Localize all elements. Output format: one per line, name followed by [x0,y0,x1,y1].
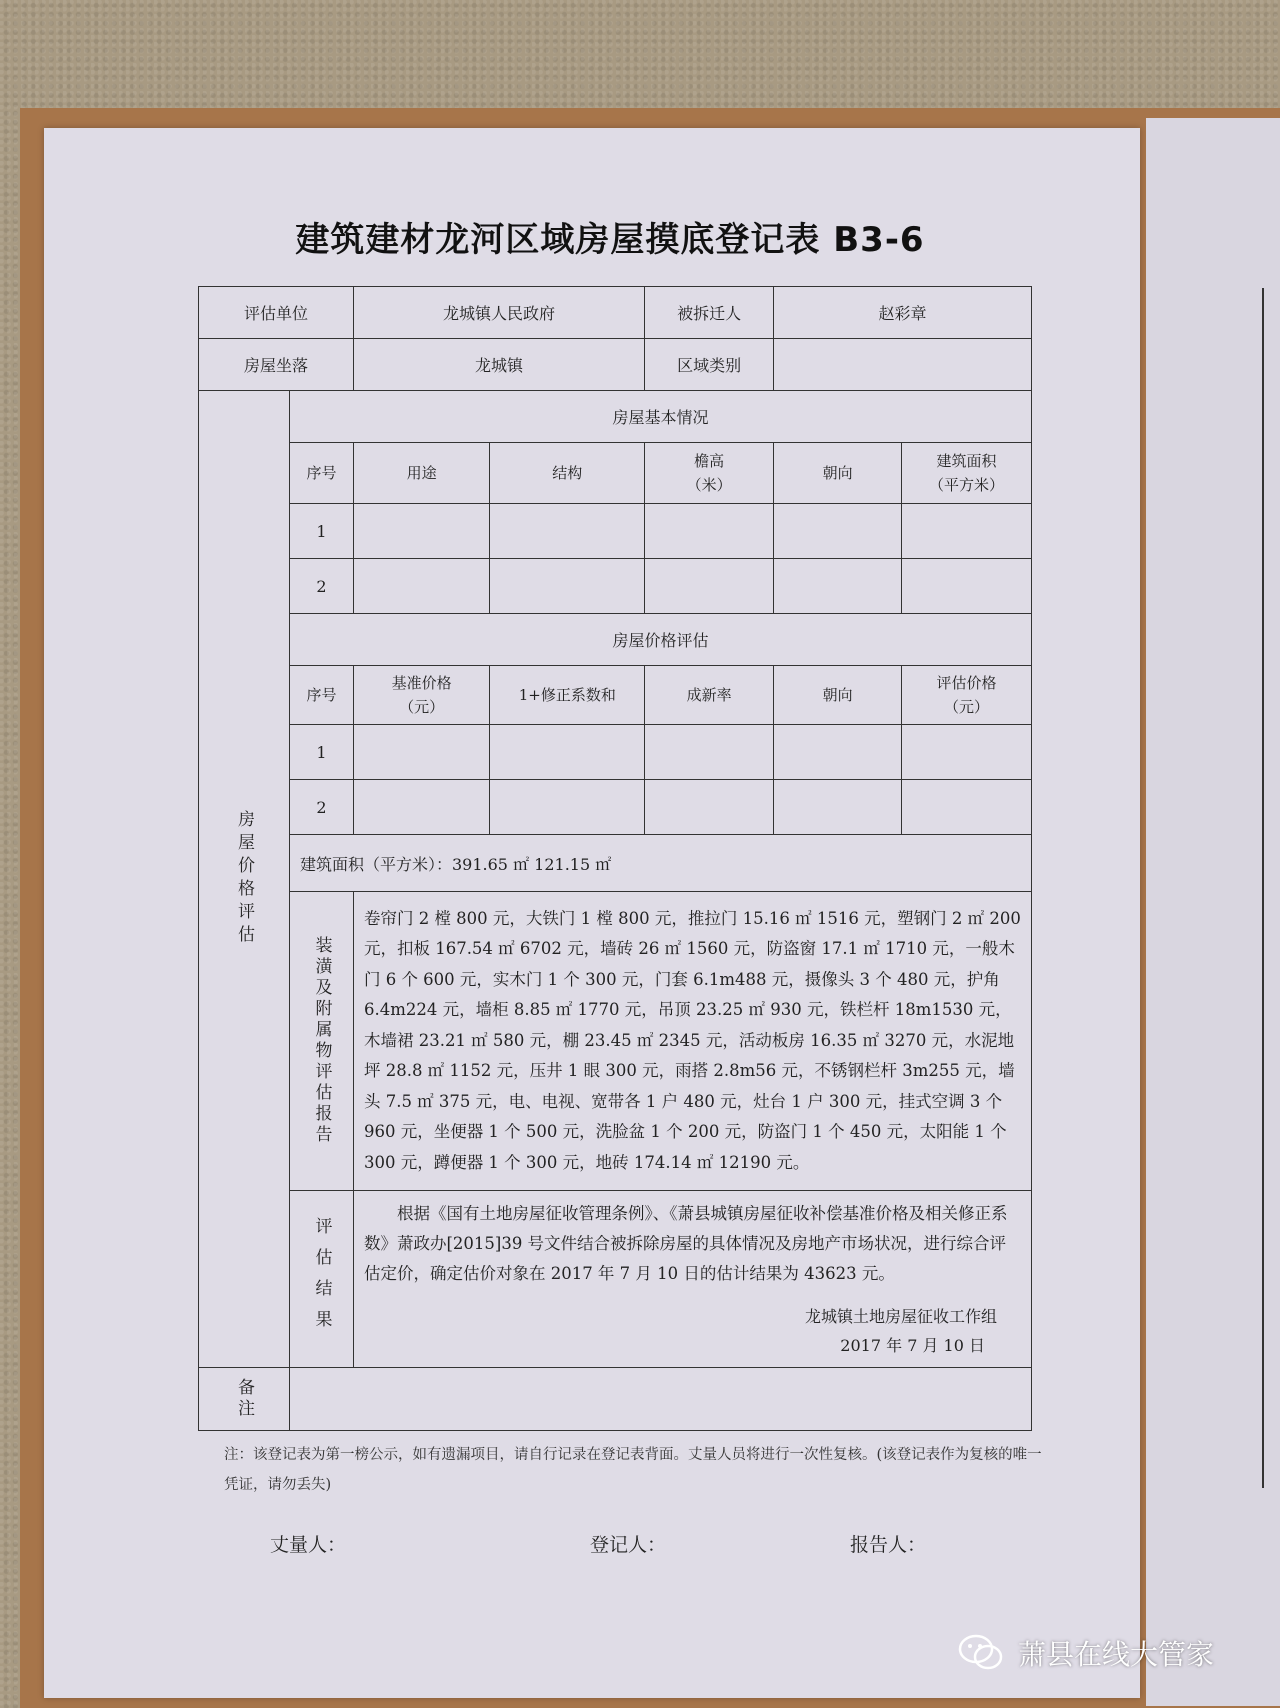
price-row-1 [199,725,1032,780]
basic-col-structure: 结构 [490,443,645,504]
result-cell [353,1191,1031,1368]
wechat-icon [958,1633,1004,1673]
price-col-base: 基准价格 （元） [353,666,489,725]
result-date: 2017 年 7 月 10 日 [840,1336,985,1355]
price-row-2 [199,780,1032,835]
price-row-index: 1 [290,725,354,780]
unit-label: 评估单位 [199,287,354,339]
basic-col-eave-height: 檐高 （米） [645,443,774,504]
adjacent-paper [1146,118,1280,1706]
basic-col-use: 用途 [353,443,489,504]
relocatee-value: 赵彩章 [774,287,1032,339]
measurer-signature: 丈量人： [270,1534,347,1556]
registration-form-table [198,286,1032,1431]
price-col-assessed: 评估价格 （元） [902,666,1032,725]
house-price-side-label: 房屋价格评估 [199,391,290,1368]
registrar-signature: 登记人： [590,1534,667,1556]
basic-row-1 [199,504,1032,559]
watermark-text: 萧县在线大管家 [1018,1638,1215,1671]
zone-label: 区域类别 [645,339,774,391]
remarks-label: 备注 [199,1368,290,1431]
basic-col-index: 序号 [290,443,354,504]
decoration-text: 卷帘门 2 樘 800 元，大铁门 1 樘 800 元，推拉门 15.16 ㎡ 1516 元，塑钢门 2 ㎡ 200 元，扣板 167.54 ㎡ 6702 元，墙砖 26 ㎡ 1560 元，防盗窗 17.1 ㎡ 1710 元，一般木门 6 个 600 元，实木门 1 个 300 元，门套 6.1m488 元，摄像头 3 个 480 元，护角 6.4m224 元，墙柜 8.85 ㎡ 1770 元，吊顶 23.25 ㎡ 930 元，铁栏杆 18m1530 元，木墙裙 23.21 ㎡ 580 元，棚 23.45 ㎡ 2345 元，活动板房 16.35 ㎡ 3270 元，水泥地坪 28.8 ㎡ 1152 元，压井 1 眼 300 元，雨搭 2.8m56 元，不锈钢栏杆 3m255 元，墙头 7.5 ㎡ 375 元，电、电视、宽带各 1 户 480 元，灶台 1 户 300 元，挂式空调 3 个 960 元，坐便器 1 个 500 元，洗脸盆 1 个 200 元，防盗门 1 个 450 元，太阳能 1 个 300 元，蹲便器 1 个 300 元，地砖 174.14 ㎡ 12190 元。 [353,892,1031,1191]
price-col-index: 序号 [290,666,354,725]
basic-section-title: 房屋基本情况 [290,391,1032,443]
location-row [199,339,1032,391]
unit-value: 龙城镇人民政府 [353,287,644,339]
remarks-row [199,1368,1032,1431]
decoration-side-label: 装潢及附属物评估报告 [290,892,354,1191]
result-row [199,1191,1032,1368]
price-section-title: 房屋价格评估 [290,614,1032,666]
price-col-orientation: 朝向 [774,666,902,725]
result-side-label: 评估结果 [290,1191,354,1368]
location-label: 房屋坐落 [199,339,354,391]
location-value: 龙城镇 [353,339,644,391]
footnote: 注：该登记表为第一榜公示，如有遗漏项目，请自行记录在登记表背面。丈量人员将进行一次性复核。(该登记表作为复核的唯一凭证，请勿丢失) [224,1447,1042,1493]
decoration-row [199,892,1032,1191]
basic-col-area: 建筑面积 （平方米） [902,443,1032,504]
basic-col-orientation: 朝向 [774,443,902,504]
result-text: 根据《国有土地房屋征收管理条例》、《萧县城镇房屋征收补偿基准价格及相关修正系数》萧政办[2015]39 号文件结合被拆除房屋的具体情况及房地产市场状况，进行综合评估定价，确定估价对象在 2017 年 7 月 10 日的估计结果为 43623 元。 [363,1204,1008,1283]
basic-row-2 [199,559,1032,614]
result-org: 龙城镇土地房屋征收工作组 [804,1307,997,1326]
unit-row [199,287,1032,339]
price-col-coefficient: 1+修正系数和 [490,666,645,725]
area-line: 建筑面积（平方米）：391.65 ㎡ 121.15 ㎡ [290,835,1032,892]
basic-row-index: 2 [290,559,354,614]
price-header-row [199,666,1032,725]
basic-row-index: 1 [290,504,354,559]
basic-header-row [199,443,1032,504]
price-col-newness: 成新率 [645,666,774,725]
zone-value [774,339,1032,391]
watermark [958,1628,1214,1678]
form-title: 建筑建材龙河区域房屋摸底登记表 B3-6 [295,220,925,260]
price-row-index: 2 [290,780,354,835]
relocatee-label: 被拆迁人 [645,287,774,339]
reporter-signature: 报告人： [850,1534,927,1556]
